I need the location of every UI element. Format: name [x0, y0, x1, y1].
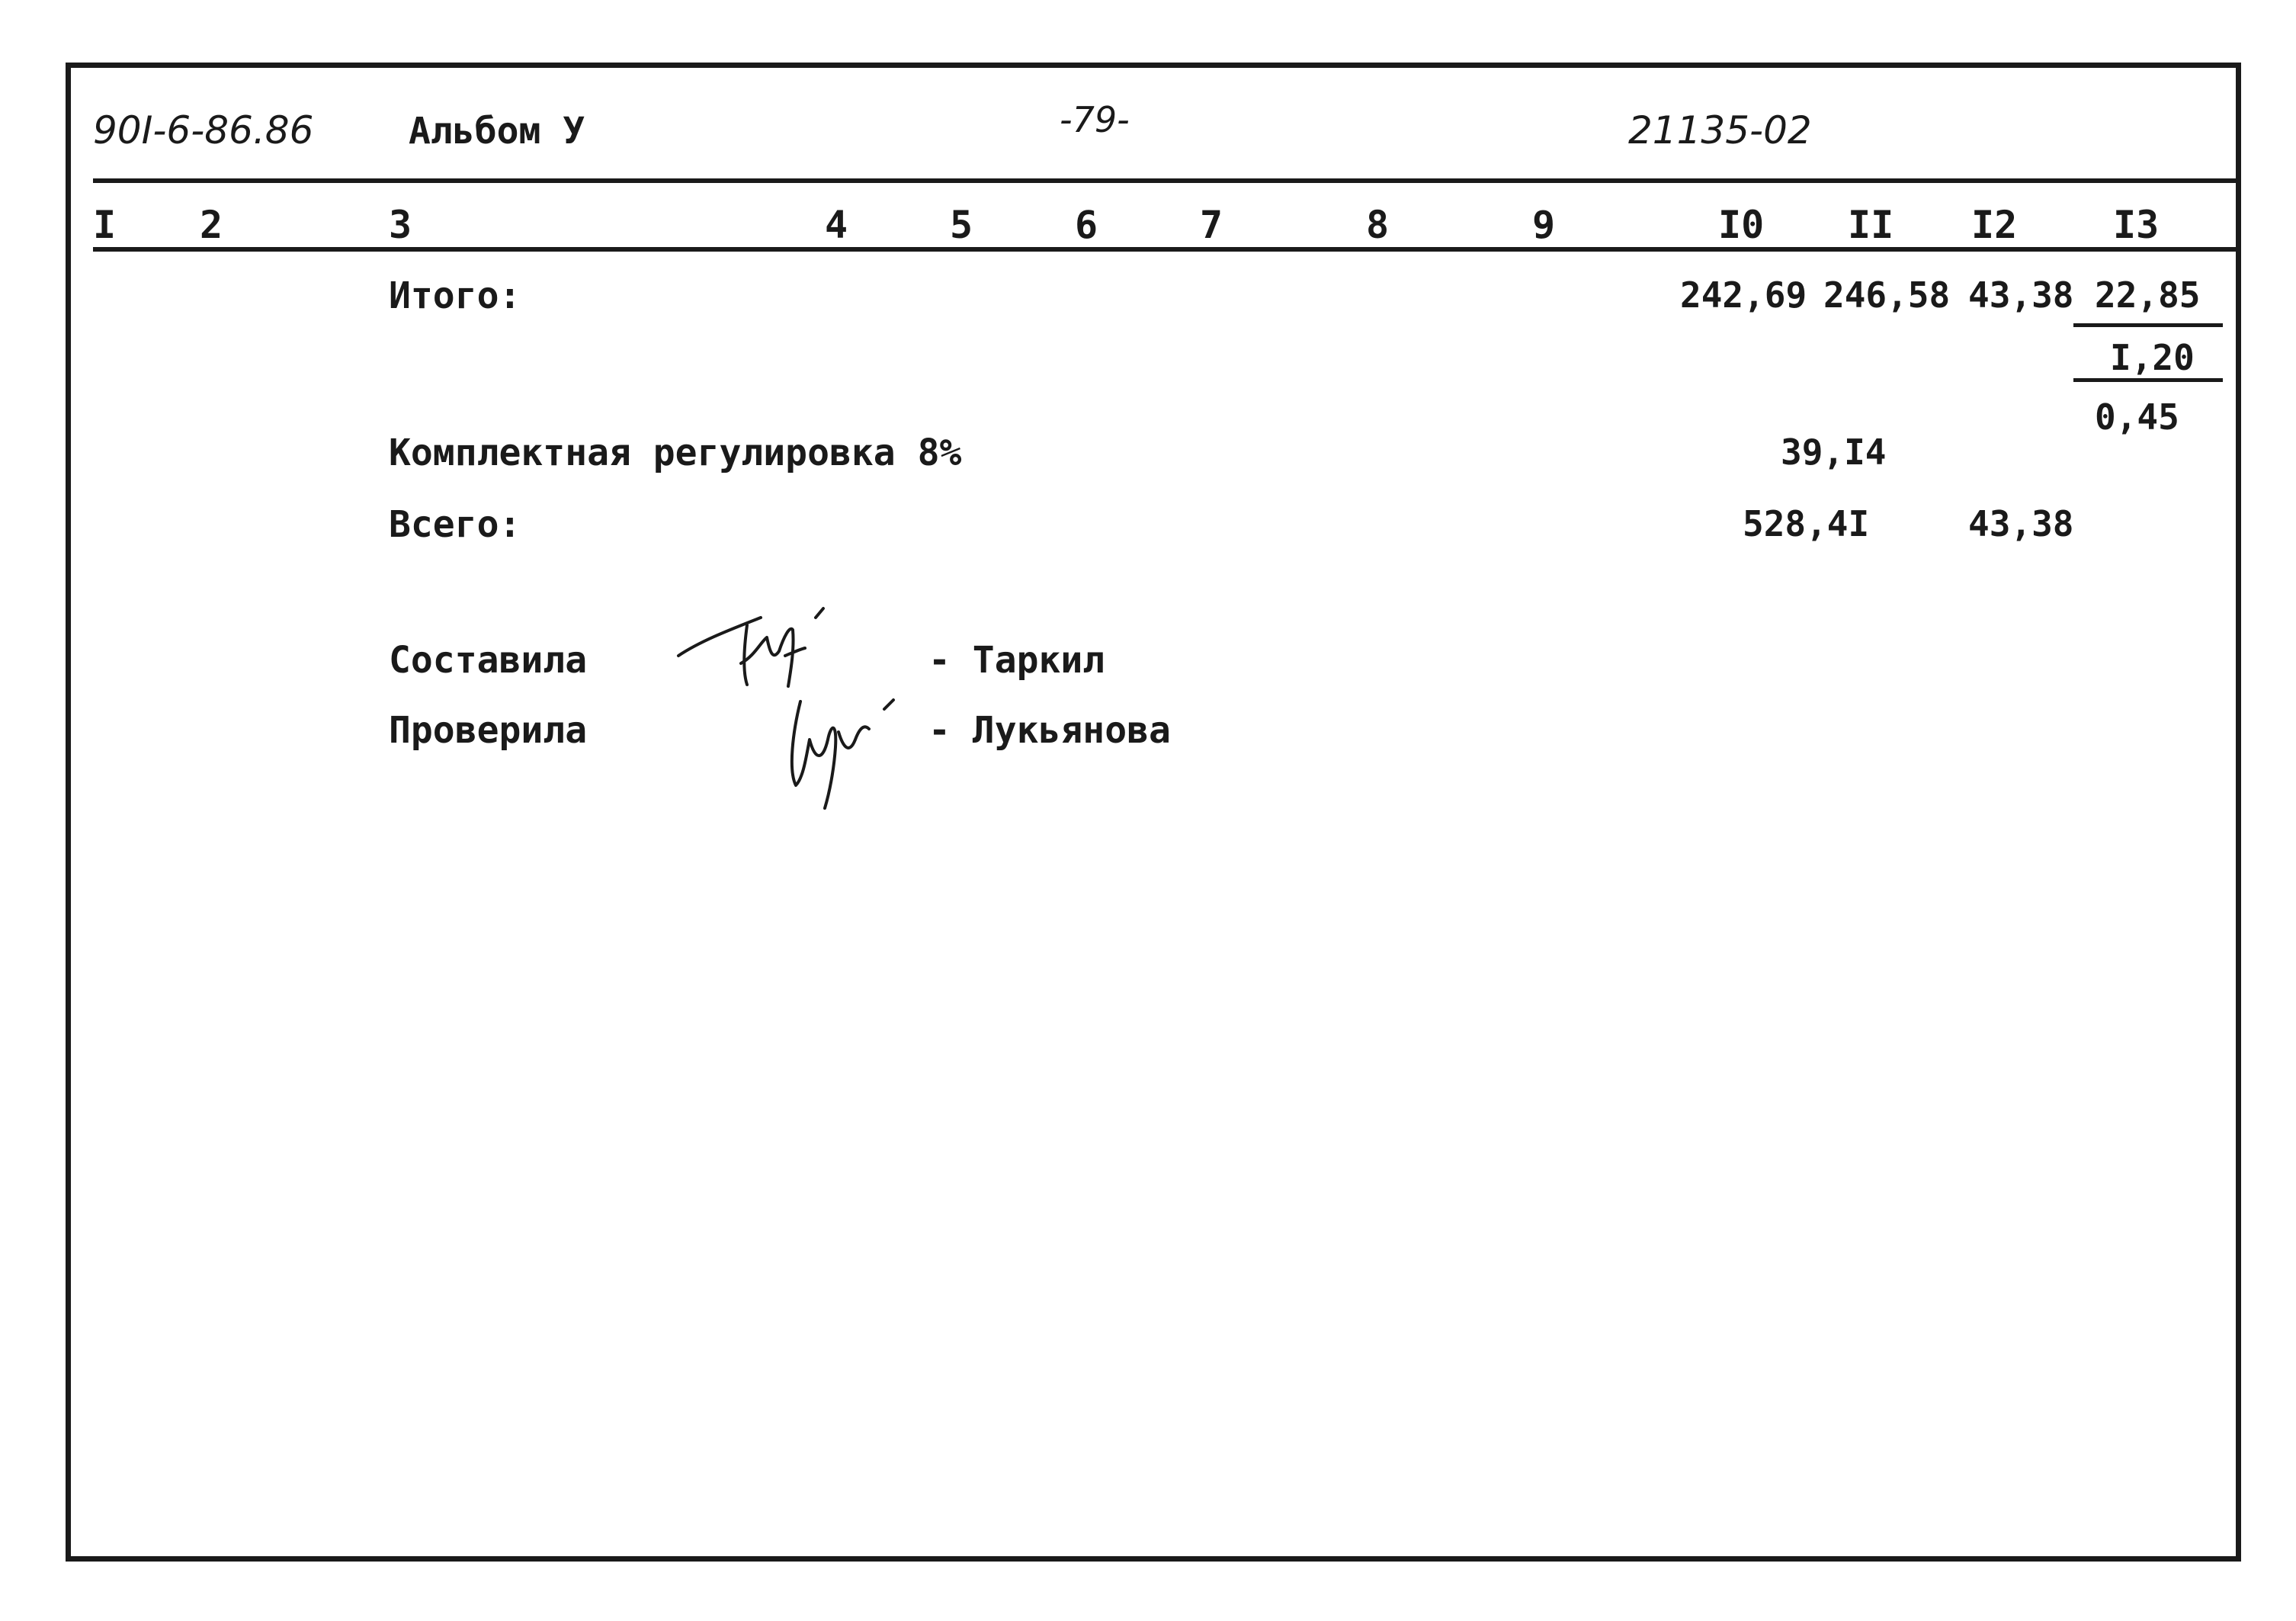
- vsego-label: Всего:: [389, 503, 521, 546]
- itogo-col13-line1: 22,85: [2095, 274, 2201, 316]
- column-header-9: 9: [1532, 203, 1556, 247]
- column-header-4: 4: [825, 203, 848, 247]
- column-header-1: I: [93, 203, 117, 247]
- itogo-col13-underline-1: [2073, 323, 2223, 327]
- itogo-col12: 43,38: [1968, 274, 2074, 316]
- header-divider: [93, 178, 2241, 183]
- column-header-5: 5: [950, 203, 973, 247]
- doc-number: 21135-02: [1628, 108, 1812, 152]
- column-header-3: 3: [389, 203, 412, 247]
- column-header-10: I0: [1718, 203, 1765, 247]
- checked-name: - Лукьянова: [928, 709, 1171, 752]
- column-header-11: II: [1848, 203, 1894, 247]
- album-label: Альбом У: [409, 110, 585, 152]
- project-code: 90I-6-86.86: [93, 108, 314, 152]
- regulirovka-value: 39,I4: [1781, 432, 1887, 473]
- itogo-col13-underline-2: [2073, 378, 2223, 382]
- checked-label: Проверила: [389, 709, 588, 752]
- compiled-label: Составила: [389, 639, 588, 682]
- column-header-13: I3: [2113, 203, 2160, 247]
- column-header-7: 7: [1200, 203, 1223, 247]
- page-number: -79-: [1060, 99, 1130, 140]
- regulirovka-label: Комплектная регулировка 8%: [389, 432, 962, 474]
- itogo-col10: 242,69: [1680, 274, 1807, 316]
- compiled-name: - Таркил: [928, 639, 1105, 682]
- signature-checked-icon: [770, 686, 922, 816]
- column-header-2: 2: [200, 203, 223, 247]
- itogo-col13-line2: I,20: [2110, 337, 2195, 378]
- itogo-col11: 246,58: [1823, 274, 1951, 316]
- itogo-label: Итого:: [389, 274, 521, 317]
- signature-compiled-icon: [671, 595, 839, 694]
- column-header-12: I2: [1971, 203, 2018, 247]
- itogo-col13-line3: 0,45: [2095, 396, 2179, 438]
- vsego-col10: 528,4I: [1743, 503, 1870, 544]
- vsego-col12: 43,38: [1968, 503, 2074, 544]
- column-header-divider: [93, 247, 2241, 252]
- column-header-8: 8: [1366, 203, 1390, 247]
- column-header-6: 6: [1075, 203, 1098, 247]
